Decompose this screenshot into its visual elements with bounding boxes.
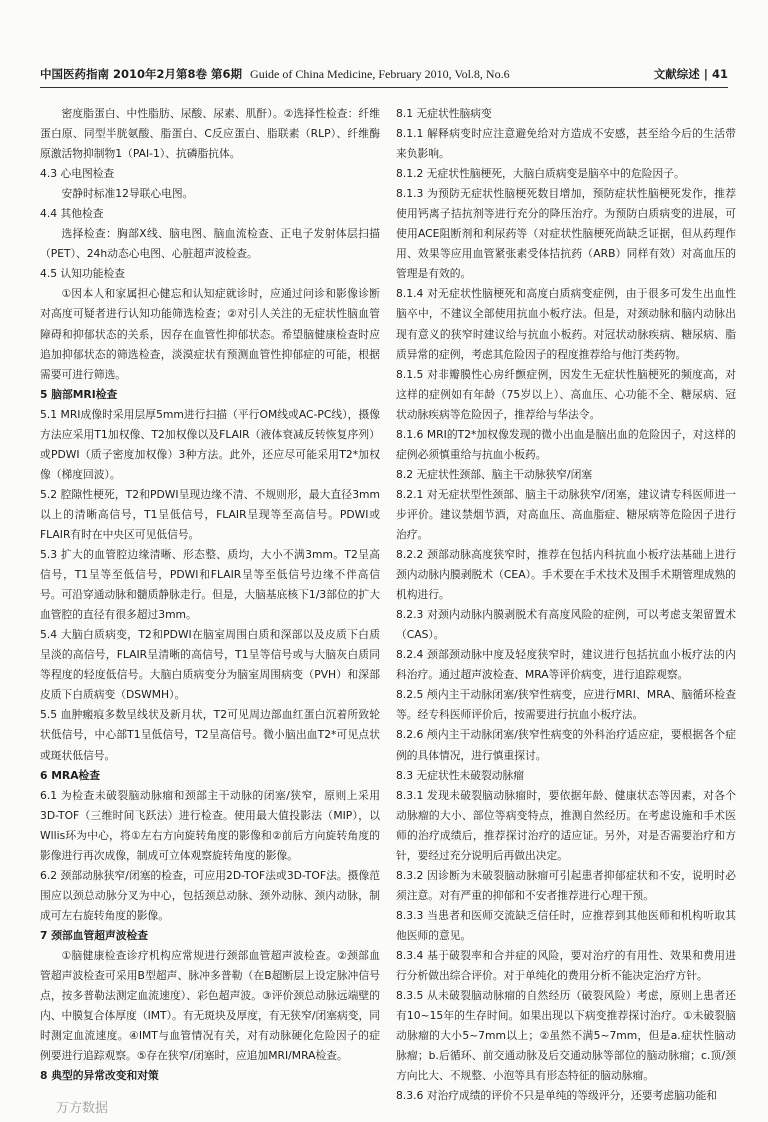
numbered-paragraph: 6.1 为检查未破裂脑动脉瘤和颈部主干动脉的闭塞/狭窄，原则上采用3D-TOF（三维时间飞跃法）进行检查。使用最大值投影法（MIP），以Wllis环为中心，将①左右方向旋转角度的影像和②前后方向旋转角度的影像进行再次成像，制成可立体观察旋转角度的影像。	[40, 788, 380, 862]
numbered-paragraph: 5.5 血肿瘢痕多数呈线状及新月状，T2可见周边部血红蛋白沉着所致轮状低信号，中心部T1呈低信号，T2呈高信号。微小脑出血T2*可见点状或斑状低信号。	[40, 708, 380, 762]
numbered-paragraph: 8.2.3 对颈内动脉内膜剥脱术有高度风险的症例，可以考虑支架留置术（CAS）。	[396, 608, 736, 642]
subsection-heading: 4.3 心电图检查	[40, 167, 115, 181]
subsection-heading: 4.5 认知功能检查	[40, 267, 126, 281]
journal-citation	[40, 66, 510, 82]
numbered-paragraph: 8.3.3 当患者和医师交流缺乏信任时，应推荐到其他医师和机构听取其他医师的意见。	[396, 908, 736, 942]
subsection-heading: 8.2 无症状性颈部、脑主干动脉狭窄/闭塞	[396, 467, 593, 481]
numbered-paragraph: 8.1.1 解释病变时应注意避免给对方造成不安感，甚至给今后的生活带来负影响。	[396, 127, 736, 161]
journal-name-en: Guide of China Medicine, February 2010, Vol.8, No.6	[250, 67, 510, 81]
paragraph: 安静时标准12导联心电图。	[61, 187, 194, 201]
subsection-heading: 8.1 无症状性脑病变	[396, 107, 492, 120]
numbered-paragraph: 6.2 颈部动脉狭窄/闭塞的检查，可应用2D-TOF法或3D-TOF法。摄像范围应以颈总动脉分叉为中心，包括颈总动脉、颈外动脉、颈内动脉，制成可左右旋转角度的影像。	[40, 868, 380, 922]
numbered-paragraph: 8.1.4 对无症状性脑梗死和高度白质病变症例，由于很多可发生出血性脑卒中，不建议全部使用抗血小板疗法。但是，对颈动脉和脑内动脉出现有意义的狭窄时建议给与抗血小板药。对冠状动脉疾病、糖尿病、脂质异常的症例，考虑其危险因子的程度推荐给与他汀类药物。	[396, 287, 736, 361]
section-heading: 5 脑部MRI检查	[40, 387, 118, 401]
section-and-page	[654, 66, 728, 82]
paragraph: ①脑健康检查诊疗机构应常规进行颈部血管超声波检查。②颈部血管超声波检查可采用B型超声、脉冲多普勒（在B超断层上设定脉冲信号点，按多普勒法测定血流速度）、彩色超声波。③评价颈总动脉远端壁的内、中膜复合体厚度（IMT）。有无斑块及厚度，有无狭窄/闭塞病变，同时测定血流速度。④IMT与血管情况有关，对有动脉硬化危险因子的症例要进行追踪观察。⑤存在狭窄/闭塞时，应追加MRI/MRA检查。	[40, 948, 380, 1063]
header-rule	[40, 87, 728, 88]
right-column	[396, 104, 736, 1106]
numbered-paragraph: 8.2.2 颈部动脉高度狭窄时，推荐在包括内科抗血小板疗法基础上进行颈内动脉内膜剥脱术（CEA）。手术要在手术技术及围手术期管理成熟的机构进行。	[396, 548, 736, 602]
numbered-paragraph: 8.3.4 基于破裂率和合并症的风险，要对治疗的有用性、效果和费用进行分析做出综合评价。对于单纯化的费用分析不能决定治疗方针。	[396, 948, 736, 983]
numbered-paragraph: 8.3.6 对治疗成绩的评价不只是单纯的等级评分，还要考虑脑功能和	[396, 1089, 718, 1103]
page-number: 41	[711, 67, 728, 81]
numbered-paragraph: 5.4 大脑白质病变，T2和PDWI在脑室周围白质和深部以及皮质下白质呈淡的高信号，FLAIR呈清晰的高信号，T1呈等信号或与大脑灰白质同等程度的轻度低信号。大脑白质病变分为脑室周围病变（PVH）和深部皮质下白质病变（DSWMH）。	[40, 628, 380, 702]
section-heading: 7 颈部血管超声波检查	[40, 928, 148, 942]
watermark: 万方数据	[56, 1101, 109, 1116]
numbered-paragraph: 5.3 扩大的血管腔边缘清晰、形态整、质均，大小不满3mm。T2呈高信号，T1呈等至低信号，PDWI和FLAIR呈等至低信号边缘不伴高信号。可沿穿通动脉和髓质静脉走行。但是，大脑基底核下1/3部位的扩大血管腔的直径有很多超过3mm。	[40, 548, 380, 622]
section-heading: 8 典型的异常改变和对策	[40, 1069, 159, 1083]
numbered-paragraph: 8.1.5 对非瓣膜性心房纤颤症例，因发生无症状性脑梗死的频度高，对这样的症例如有年龄（75岁以上）、高血压、心功能不全、糖尿病、冠状动脉疾病等危险因子，推荐给与华法令。	[396, 367, 736, 421]
subsection-heading: 8.3 无症状性未破裂动脉瘤	[396, 768, 525, 782]
running-header	[40, 66, 728, 86]
numbered-paragraph: 8.3.2 因诊断为未破裂脑动脉瘤可引起患者抑郁症状和不安，说明时必须注意。对有严重的抑郁和不安者推荐进行心理干预。	[396, 868, 736, 902]
left-column	[40, 104, 380, 1086]
paragraph: 选择检查：胸部X线、脑电图、脑血流检查、正电子发射体层扫描（PET）、24h动态心电图、心脏超声波检查。	[40, 227, 380, 261]
section-title: 文献综述	[653, 67, 700, 81]
paragraph: ①因本人和家属担心健忘和认知症就诊时，应通过问诊和影像诊断对高度可疑者进行认知功能筛选检查；②对引人关注的无症状性脑血管障碍和抑郁状态的关系，因存在血管性抑郁状态。希望脑健康检查时应追加抑郁状态的筛选检查，淡漠症状有预测血管性抑郁症的可能，根据需要可进行筛选。	[40, 287, 380, 381]
header-separator: |	[703, 67, 708, 81]
section-heading: 6 MRA检查	[40, 768, 101, 782]
numbered-paragraph: 8.1.2 无症状性脑梗死，大脑白质病变是脑卒中的危险因子。	[396, 167, 685, 181]
numbered-paragraph: 8.2.5 颅内主干动脉闭塞/狭窄性病变，应进行MRI、MRA、脑循环检查等。经专科医师评价后，按需要进行抗血小板疗法。	[396, 688, 736, 722]
numbered-paragraph: 8.2.4 颈部颈动脉中度及轻度狭窄时，建议进行包括抗血小板疗法的内科治疗。通过超声波检查、MRA等评价病变，进行追踪观察。	[396, 648, 736, 682]
numbered-paragraph: 5.1 MRI成像时采用层厚5mm进行扫描（平行OM线或AC-PC线），摄像方法应采用T1加权像、T2加权像以及FLAIR（液体衰减反转恢复序列）或PDWI（质子密度加权像）3种方法。此外，还应尽可能采用T2*加权像（梯度回波）。	[40, 407, 380, 481]
numbered-paragraph: 8.2.6 颅内主干动脉闭塞/狭窄性病变的外科治疗适应症，要根据各个症例的具体情况，进行慎重探讨。	[396, 728, 736, 762]
numbered-paragraph: 8.1.6 MRI的T2*加权像发现的微小出血是脑出血的危险因子，对这样的症例必须慎重给与抗血小板药。	[396, 427, 736, 461]
numbered-paragraph: 8.2.1 对无症状型性颈部、脑主干动脉狭窄/闭塞，建议请专科医师进一步评价。建议禁烟节酒，对高血压、高血脂症、糖尿病等危险因子进行治疗。	[396, 487, 736, 541]
numbered-paragraph: 8.3.5 从未破裂脑动脉瘤的自然经历（破裂风险）考虑，原则上患者还有10~15年的生存时间。如果出现以下病变推荐探讨治疗。①未破裂脑动脉瘤的大小5~7mm以上；②虽然不满5~7mm，但是a.症状性脑动脉瘤；b.后循环、前交通动脉及后交通动脉等部位的脑动脉瘤；c.顶/颈方向比大、不规整、小泡等具有形态特征的脑动脉瘤。	[396, 989, 736, 1083]
paragraph: 密度脂蛋白、中性脂肪、尿酸、尿素、肌酐）。②选择性检查：纤维蛋白原、同型半胱氨酸、脂蛋白、C反应蛋白、脂联素（RLP）、纤维酶原激活物抑制物1（PAI-1）、抗磷脂抗体。	[40, 107, 380, 161]
numbered-paragraph: 5.2 腔隙性梗死，T2和PDWI呈现边缘不清、不规则形，最大直径3mm以上的清晰高信号，T1呈低信号，FLAIR呈现等至高信号。PDWI或FLAIR有时在中央区可见低信号。	[40, 487, 380, 541]
numbered-paragraph: 8.1.3 为预防无症状性脑梗死数目增加，预防症状性脑梗死发作，推荐使用钙离子拮抗剂等进行充分的降压治疗。为预防白质病变的进展，可使用ACE阻断剂和利尿药等（对症状性脑梗死尚缺乏证据，但从药理作用、效果等应用血管紧张素受体拮抗药（ARB）同样有效）对高血压的管理是有效的。	[396, 187, 736, 281]
numbered-paragraph: 8.3.1 发现未破裂脑动脉瘤时，要依据年龄、健康状态等因素，对各个动脉瘤的大小、部位等病变特点，推测自然经历。在考虑设施和手术医师的治疗成绩后，推荐探讨治疗的适应证。另外，对是否需要治疗和方针，要经过充分说明后再做出决定。	[396, 788, 736, 862]
subsection-heading: 4.4 其他检查	[40, 207, 104, 221]
journal-name-cn: 中国医药指南 2010年2月第8卷 第6期	[40, 67, 243, 81]
